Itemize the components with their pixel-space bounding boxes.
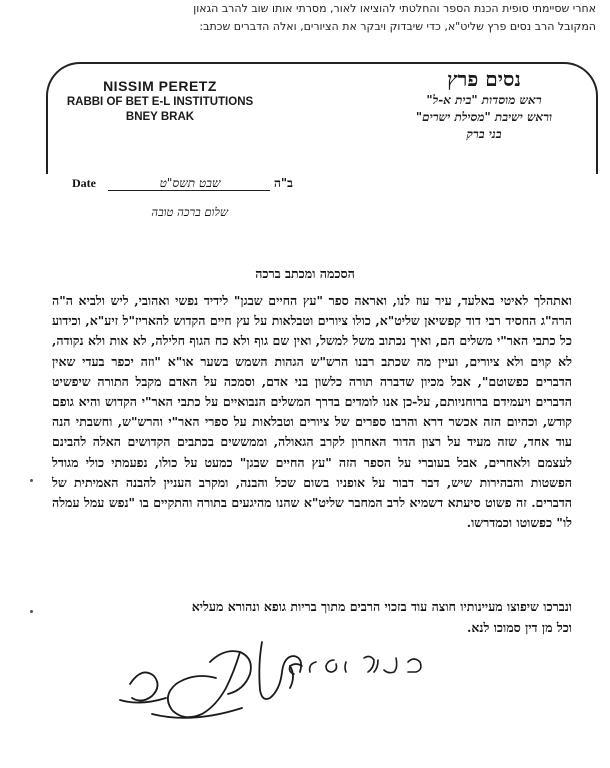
- letterhead-english-name: NISSIM PERETZ: [103, 78, 217, 94]
- body-paragraph: ואתהלך לאיטי באלעד, עיר עוז לנו, ואראה ספר "עץ החיים שבגן" לידיד נפשי ואהובי, ליש ולביא ה"ה הרה"ג החסיד רבי דוד קפשיאן שליט"א, כולו ציורים וטבלאות על עץ חיים הקדוש להאריז"ל זיע"א, וכידוע כל כתבי האר"י משלים הם, ואיך נכתוב משל למשל, ואין שם גוף ולא כח הגוף חלילה, לא אות ולא נקודה, לא קוים ולא ציורים, ועיין מה שכתב רבנו הרש"ש הגהות השמש בשער או"א "וזה יכפר בעדי שאין הדברים כפשוטם", אבל מכיון שדברה תורה כלשון בני אדם, וסמכה על האדם מקבל התורה שיפשיט הדברים ויעמידם ברוחניותם, על-כן אנו לומדים בדרך המשלים הנבואיים על כתבי האר"י הקדוש והיא גופם קודש, וכהיום הזה אכשר דרא והרבו ספרים של ציורים וטבלאות על ספרי האר"י והרש"ש, וחשבתי הנה עוד אחד, שזה מעיד על רצון הדור האחרון לקרב הגאולה, וממששים בכתבים הקדושים האלה להבינם לעצמם ולאחרים, אבל בעוברי על הספר הזה "עץ החיים שבגן" כמעט על כולו, נפעמתי כולי מגודל הפשטות והבהירות שיש, דבר דבור על אופניו בשום שכל והבנה, ומקרב העניין להבנה האמיתית של הדברים. זה פשוט סיעתא דשמיא לרב המחבר שליט"א שהנו מהיגעים בתורה והתקיים בו "נפש עמל עמלה לו" כפשוטו וכמדרשו.: [52, 293, 572, 531]
- letter-body: [52, 291, 572, 533]
- closing-line-2: וכל מן דין סמוכו לנא.: [467, 619, 572, 635]
- closing-line-1: ונברכו שיפוצו מעיינותיו חוצה עוד בזכוי הרבים מתוך בריות גופא ונהורא מעליא: [191, 599, 572, 614]
- intro-paragraph: [20, 0, 596, 36]
- letterhead-english-city: BNEY BRAK: [125, 111, 195, 123]
- letter-heading: הסכמה ומכתב ברכה: [255, 266, 355, 281]
- besiyata-dishmaya-mark: ב"ה: [274, 176, 293, 190]
- date-value: שבט תשס"ט: [159, 176, 221, 190]
- signature-word-betira: [290, 656, 421, 674]
- letterhead-hebrew-title-1: ראש מוסדות "בית א-ל": [426, 93, 542, 107]
- letterhead-hebrew-name: נסים פרץ: [447, 67, 521, 91]
- letterhead-hebrew: [384, 66, 584, 143]
- scan-speck: [30, 610, 33, 613]
- signature-name-flourish: [120, 642, 301, 718]
- handwritten-signature: [90, 622, 560, 734]
- date-label: Date: [72, 176, 96, 190]
- letterhead-hebrew-title-2: וראש ישיבת "מסילת ישרים": [415, 110, 553, 124]
- intro-line-1: אחרי שסיימתי סופית הכנת הספר והחלטתי להוציאו לאור, מסרתי אותו שוב להרב הגאון: [193, 2, 596, 15]
- letterhead-english-title: RABBI OF BET E-L INSTITUTIONS: [66, 96, 254, 108]
- letterhead-english: [52, 78, 268, 125]
- date-row: [72, 176, 302, 196]
- scan-speck: [30, 479, 33, 482]
- intro-line-2: המקובל הרב נסים פרץ שליט"א, כדי שיבדוק ויבקר את הציורים, ואלה הדברים שכתב:: [199, 20, 596, 33]
- greeting: שלום ברכה טובה: [151, 205, 228, 219]
- letterhead-hebrew-city: בני ברק: [466, 127, 502, 141]
